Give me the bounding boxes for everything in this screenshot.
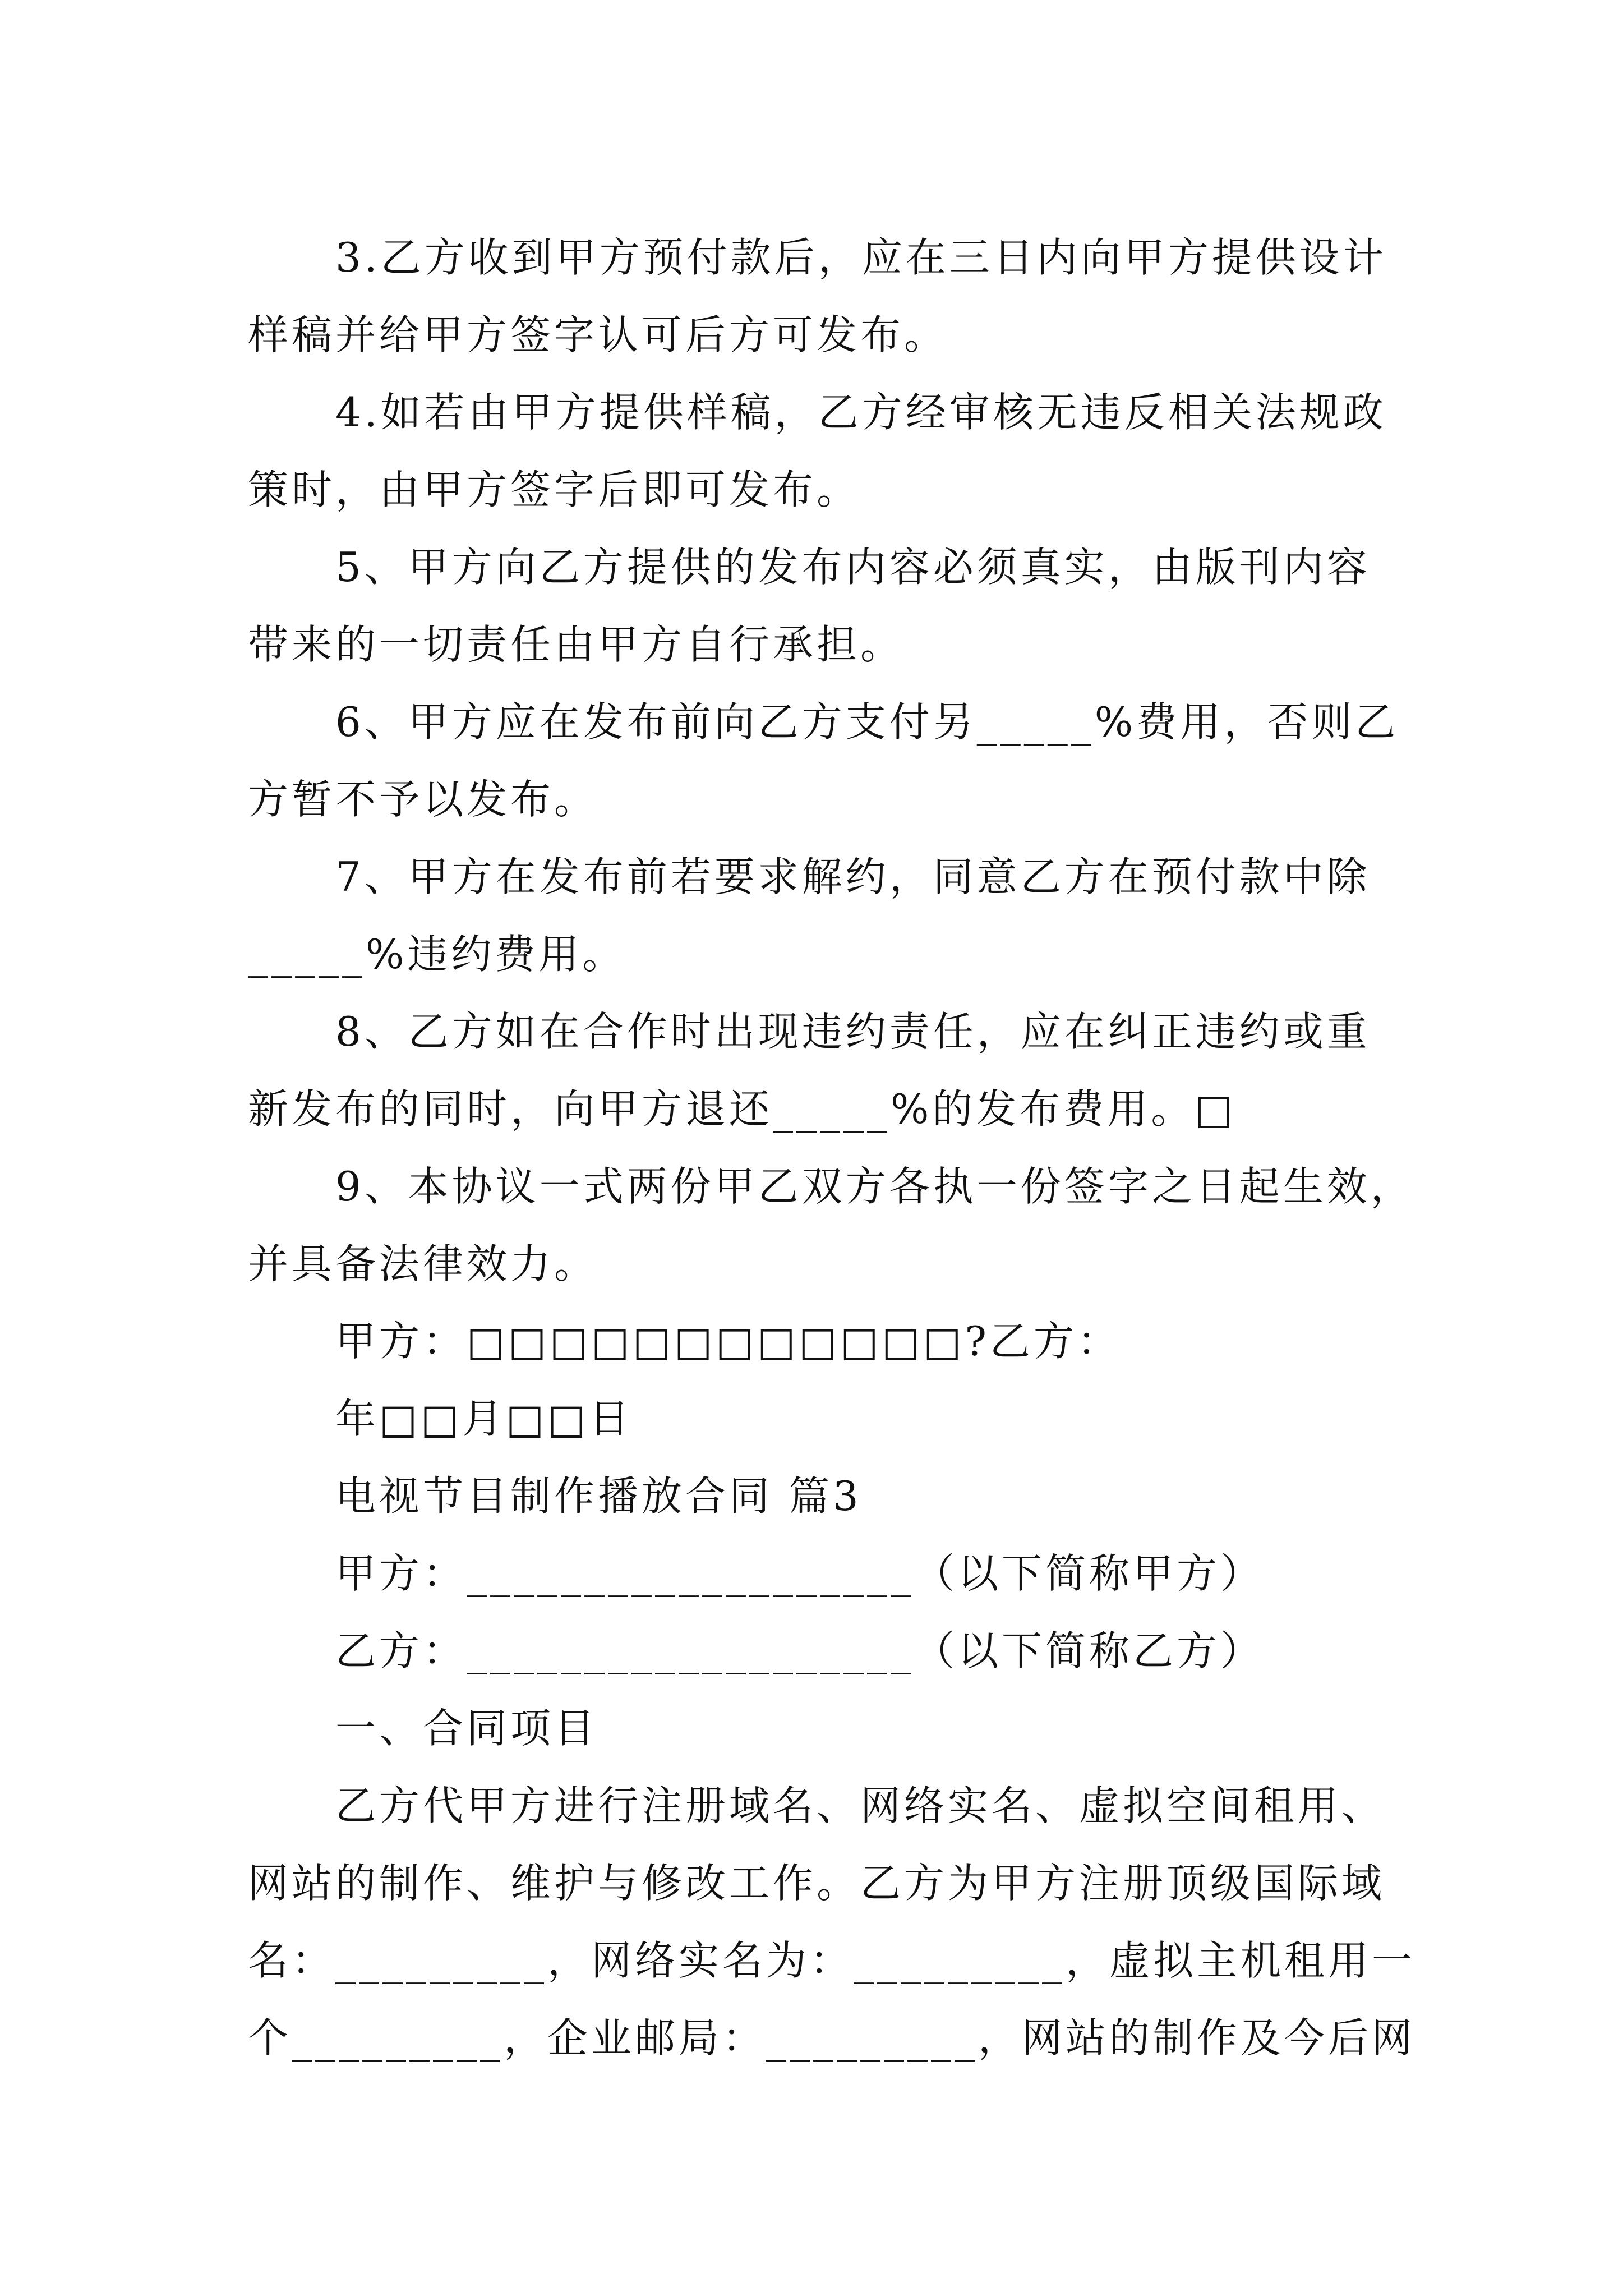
date-line: 年□□月□□日 [335, 1395, 633, 1442]
contract-items-heading: 一、合同项目 [335, 1705, 598, 1752]
clause-7-line-1: 7、甲方在发布前若要求解约，同意乙方在预付款中除 [335, 853, 1371, 900]
clause-5-line-1: 5、甲方向乙方提供的发布内容必须真实，由版刊内容 [335, 544, 1371, 591]
party-b-line: 乙方：___________________（以下简称乙方） [335, 1627, 1265, 1674]
clause-7-line-2: _____%违约费用。 [248, 931, 626, 978]
contract-items-line-4: 个_________，企业邮局：_________，网站的制作及今后网 [248, 2014, 1416, 2062]
contract-items-line-3: 名：_________，网络实名为：_________，虚拟主机租用一 [248, 1937, 1416, 1984]
signature-line: 甲方：□□□□□□□□□□□□?乙方： [335, 1318, 1121, 1365]
clause-3-line-2: 样稿并给甲方签字认可后方可发布。 [248, 311, 948, 358]
clause-5-line-2: 带来的一切责任由甲方自行承担。 [248, 621, 905, 668]
clause-8-line-1: 8、乙方如在合作时出现违约责任，应在纠正违约或重 [335, 1008, 1371, 1055]
clause-9-line-1: 9、本协议一式两份甲乙双方各执一份签字之日起生效， [335, 1163, 1414, 1210]
clause-4-line-2: 策时，由甲方签字后即可发布。 [248, 466, 861, 513]
clause-6-line-2: 方暂不予以发布。 [248, 776, 598, 823]
contract-items-line-1: 乙方代甲方进行注册域名、网络实名、虚拟空间租用、 [335, 1782, 1386, 1829]
clause-6-line-1: 6、甲方应在发布前向乙方支付另_____%费用，否则乙 [335, 698, 1399, 746]
clause-9-line-2: 并具备法律效力。 [248, 1240, 598, 1287]
section-title: 电视节目制作播放合同 篇3 [335, 1473, 862, 1520]
clause-4-line-1: 4.如若由甲方提供样稿，乙方经审核无违反相关法规政 [335, 389, 1387, 436]
clause-3-line-1: 3.乙方收到甲方预付款后，应在三日内向甲方提供设计 [335, 234, 1387, 281]
clause-8-line-2: 新发布的同时，向甲方退还_____%的发布费用。□ [248, 1085, 1237, 1133]
party-a-line: 甲方：___________________（以下简称甲方） [335, 1550, 1265, 1597]
contract-items-line-2: 网站的制作、维护与修改工作。乙方为甲方注册顶级国际域 [248, 1860, 1386, 1907]
document-body [248, 219, 1416, 2077]
